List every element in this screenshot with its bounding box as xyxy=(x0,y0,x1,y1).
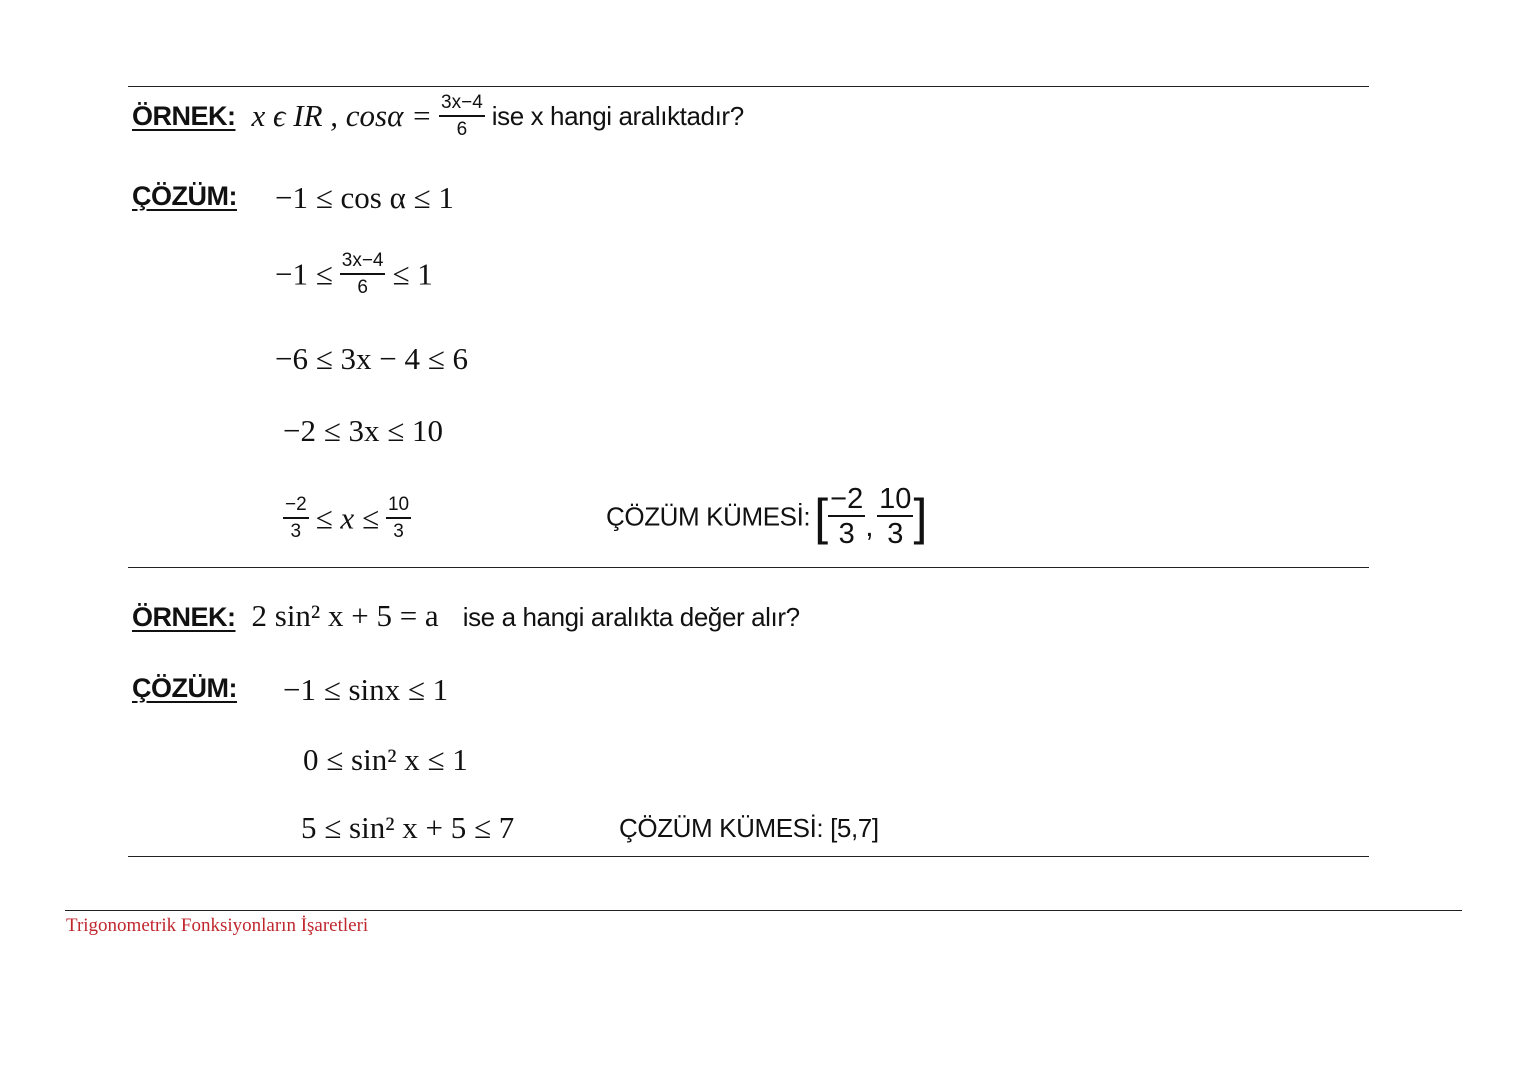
solution-label: ÇÖZÜM: xyxy=(132,673,237,703)
divider-top xyxy=(128,86,1369,87)
separator: , xyxy=(865,509,874,543)
numerator: 10 xyxy=(386,494,411,519)
divider-middle xyxy=(128,567,1369,568)
solution-step-4: −2 ≤ 3x ≤ 10 xyxy=(283,413,444,448)
set-upper-fraction xyxy=(877,484,913,550)
denominator: 6 xyxy=(357,276,368,298)
upper-bound-fraction xyxy=(386,494,411,543)
solution-set: ÇÖZÜM KÜMESİ: [5,7] xyxy=(619,813,879,843)
denominator: 3 xyxy=(290,520,302,542)
open-bracket: [ xyxy=(814,488,829,545)
footer-title: Trigonometrik Fonksiyonların İşaretleri xyxy=(66,915,369,936)
numerator: −2 xyxy=(283,494,309,519)
lower-bound-fraction xyxy=(283,494,309,543)
step-middle: ≤ x ≤ xyxy=(315,500,379,536)
solution-step-3: 5 ≤ sin² x + 5 ≤ 7 xyxy=(301,810,515,845)
close-bracket: ] xyxy=(913,488,928,545)
solution-step-1: −1 ≤ cos α ≤ 1 xyxy=(275,180,454,215)
numerator: 3x−4 xyxy=(340,250,386,275)
solution-set xyxy=(606,484,927,550)
given-expression: 2 sin² x + 5 = a xyxy=(251,598,439,633)
given-expression: x ϵ IR , cosα = xyxy=(251,98,433,134)
step-right: ≤ 1 xyxy=(392,256,433,292)
denominator: 3 xyxy=(838,518,855,551)
numerator: −2 xyxy=(828,484,865,517)
example-label: ÖRNEK: xyxy=(132,100,236,131)
solution-step-2: 0 ≤ sin² x ≤ 1 xyxy=(303,742,468,777)
example2-question xyxy=(132,598,800,634)
footer-rule xyxy=(65,910,1462,911)
denominator: 3 xyxy=(887,518,904,551)
example1-question xyxy=(132,92,744,141)
question-text: ise x hangi aralıktadır? xyxy=(491,100,744,131)
numerator: 3x−4 xyxy=(439,92,485,117)
step-left: −1 ≤ xyxy=(275,256,333,292)
numerator: 10 xyxy=(877,484,913,517)
denominator: 6 xyxy=(456,118,468,140)
solution-set-label: ÇÖZÜM KÜMESİ: xyxy=(606,501,811,532)
set-lower-fraction xyxy=(828,484,865,550)
example-label: ÖRNEK: xyxy=(132,602,236,632)
given-fraction xyxy=(439,92,485,141)
question-text: ise a hangi aralıkta değer alır? xyxy=(462,602,800,632)
divider-bottom xyxy=(128,856,1369,857)
solution-step-5 xyxy=(280,494,414,543)
solution-label: ÇÖZÜM: xyxy=(132,181,237,211)
solution-step-2 xyxy=(275,250,433,299)
step-fraction xyxy=(340,250,386,299)
solution-step-3: −6 ≤ 3x − 4 ≤ 6 xyxy=(275,341,468,376)
denominator: 3 xyxy=(393,520,404,542)
solution-step-1: −1 ≤ sinx ≤ 1 xyxy=(283,672,449,707)
